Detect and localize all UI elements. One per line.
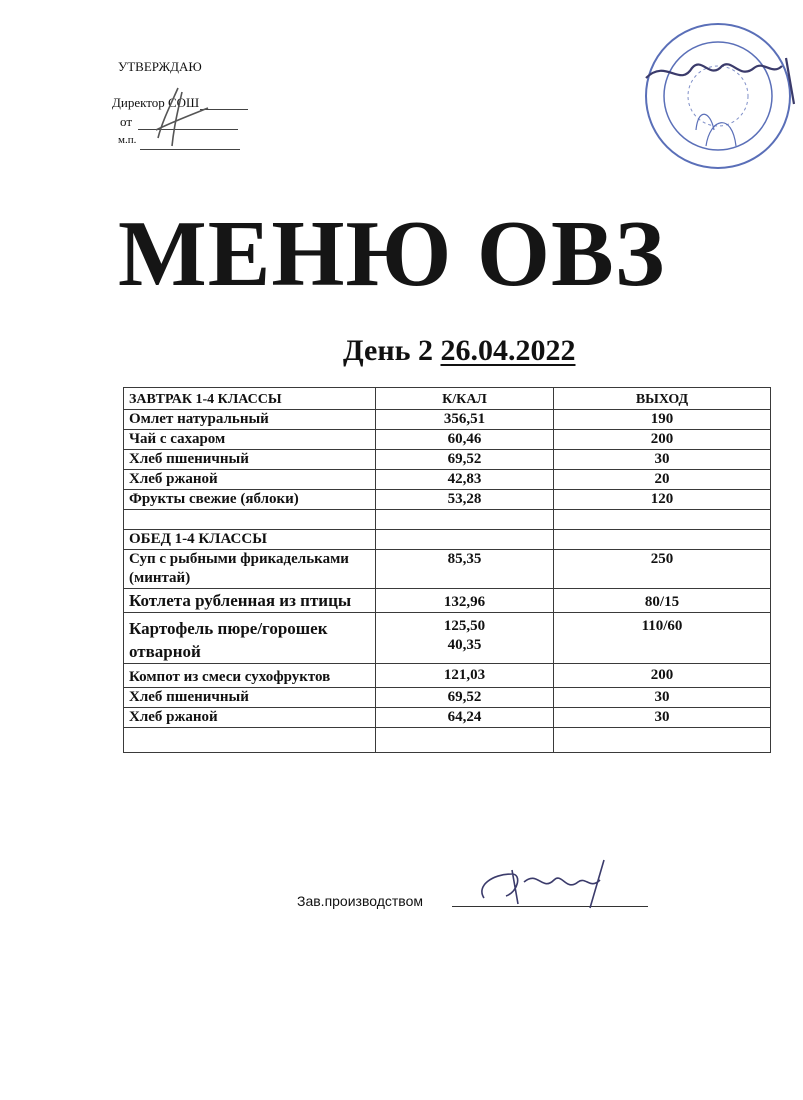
dish-output: 30 xyxy=(554,450,771,470)
table-row xyxy=(124,550,771,589)
dish-kcal-secondary: 40,35 xyxy=(447,637,482,653)
dish-kcal: 69,52 xyxy=(376,450,554,470)
director-signature xyxy=(148,86,218,156)
approval-seal-label: м.п. xyxy=(118,134,137,146)
dish-kcal: 64,24 xyxy=(376,708,554,728)
dish-output: 190 xyxy=(554,410,771,430)
dish-output: 80/15 xyxy=(554,589,771,613)
dish-name: Чай с сахаром xyxy=(124,430,376,450)
dish-name: Фрукты свежие (яблоки) xyxy=(124,490,376,510)
table-row xyxy=(124,589,771,613)
header-section: ЗАВТРАК 1-4 КЛАССЫ xyxy=(124,388,376,410)
dish-output: 110/60 xyxy=(554,613,771,664)
dish-name: Омлет натуральный xyxy=(124,410,376,430)
empty-row xyxy=(124,728,771,753)
table-row xyxy=(124,450,771,470)
dish-name: Хлеб пшеничный xyxy=(124,450,376,470)
dish-name: Суп с рыбными фрикадельками (минтай) xyxy=(124,550,376,589)
dish-output: 200 xyxy=(554,430,771,450)
dish-name: Хлеб ржаной xyxy=(124,708,376,728)
dish-output: 30 xyxy=(554,688,771,708)
dish-output: 120 xyxy=(554,490,771,510)
dish-name: Хлеб ржаной xyxy=(124,470,376,490)
menu-day xyxy=(343,334,575,368)
dish-output: 200 xyxy=(554,664,771,688)
production-manager-signature xyxy=(472,852,622,912)
dish-kcal: 42,83 xyxy=(376,470,554,490)
dish-kcal: 121,03 xyxy=(376,664,554,688)
dish-name: Хлеб пшеничный xyxy=(124,688,376,708)
approval-title: УТВЕРЖДАЮ xyxy=(118,59,202,74)
header-output: ВЫХОД xyxy=(554,388,771,410)
dish-kcal: 85,35 xyxy=(376,550,554,589)
dish-kcal: 53,28 xyxy=(376,490,554,510)
table-header-row xyxy=(124,388,771,410)
dish-kcal: 60,46 xyxy=(376,430,554,450)
lunch-section: ОБЕД 1-4 КЛАССЫ xyxy=(124,530,376,550)
dish-kcal: 125,50 xyxy=(443,618,486,634)
table-row xyxy=(124,410,771,430)
approval-position: Директор СОШ xyxy=(112,95,200,110)
dish-output: 20 xyxy=(554,470,771,490)
table-row xyxy=(124,664,771,688)
dish-name: Картофель пюре/горошек отварной xyxy=(124,613,376,664)
dish-kcal: 132,96 xyxy=(376,589,554,613)
dish-kcal-cell xyxy=(376,613,554,664)
footer-label: Зав.производством xyxy=(297,893,423,909)
table-row xyxy=(124,613,771,664)
dish-output: 250 xyxy=(554,550,771,589)
day-date: 26.04.2022 xyxy=(440,334,576,367)
menu-table xyxy=(123,387,771,753)
dish-kcal: 69,52 xyxy=(376,688,554,708)
dish-kcal: 356,51 xyxy=(376,410,554,430)
page-title: МЕНЮ ОВЗ xyxy=(118,202,666,306)
table-row xyxy=(124,490,771,510)
dish-name: Котлета рубленная из птицы xyxy=(124,589,376,613)
empty-row xyxy=(124,510,771,530)
table-row xyxy=(124,688,771,708)
school-stamp xyxy=(636,18,801,173)
lunch-header-row xyxy=(124,530,771,550)
header-kcal: К/КАЛ xyxy=(376,388,554,410)
approval-date-label: от xyxy=(120,114,133,129)
day-label: День 2 xyxy=(343,334,433,367)
table-row xyxy=(124,470,771,490)
dish-name: Компот из смеси сухофруктов xyxy=(124,664,376,688)
table-row xyxy=(124,430,771,450)
table-row xyxy=(124,708,771,728)
dish-output: 30 xyxy=(554,708,771,728)
